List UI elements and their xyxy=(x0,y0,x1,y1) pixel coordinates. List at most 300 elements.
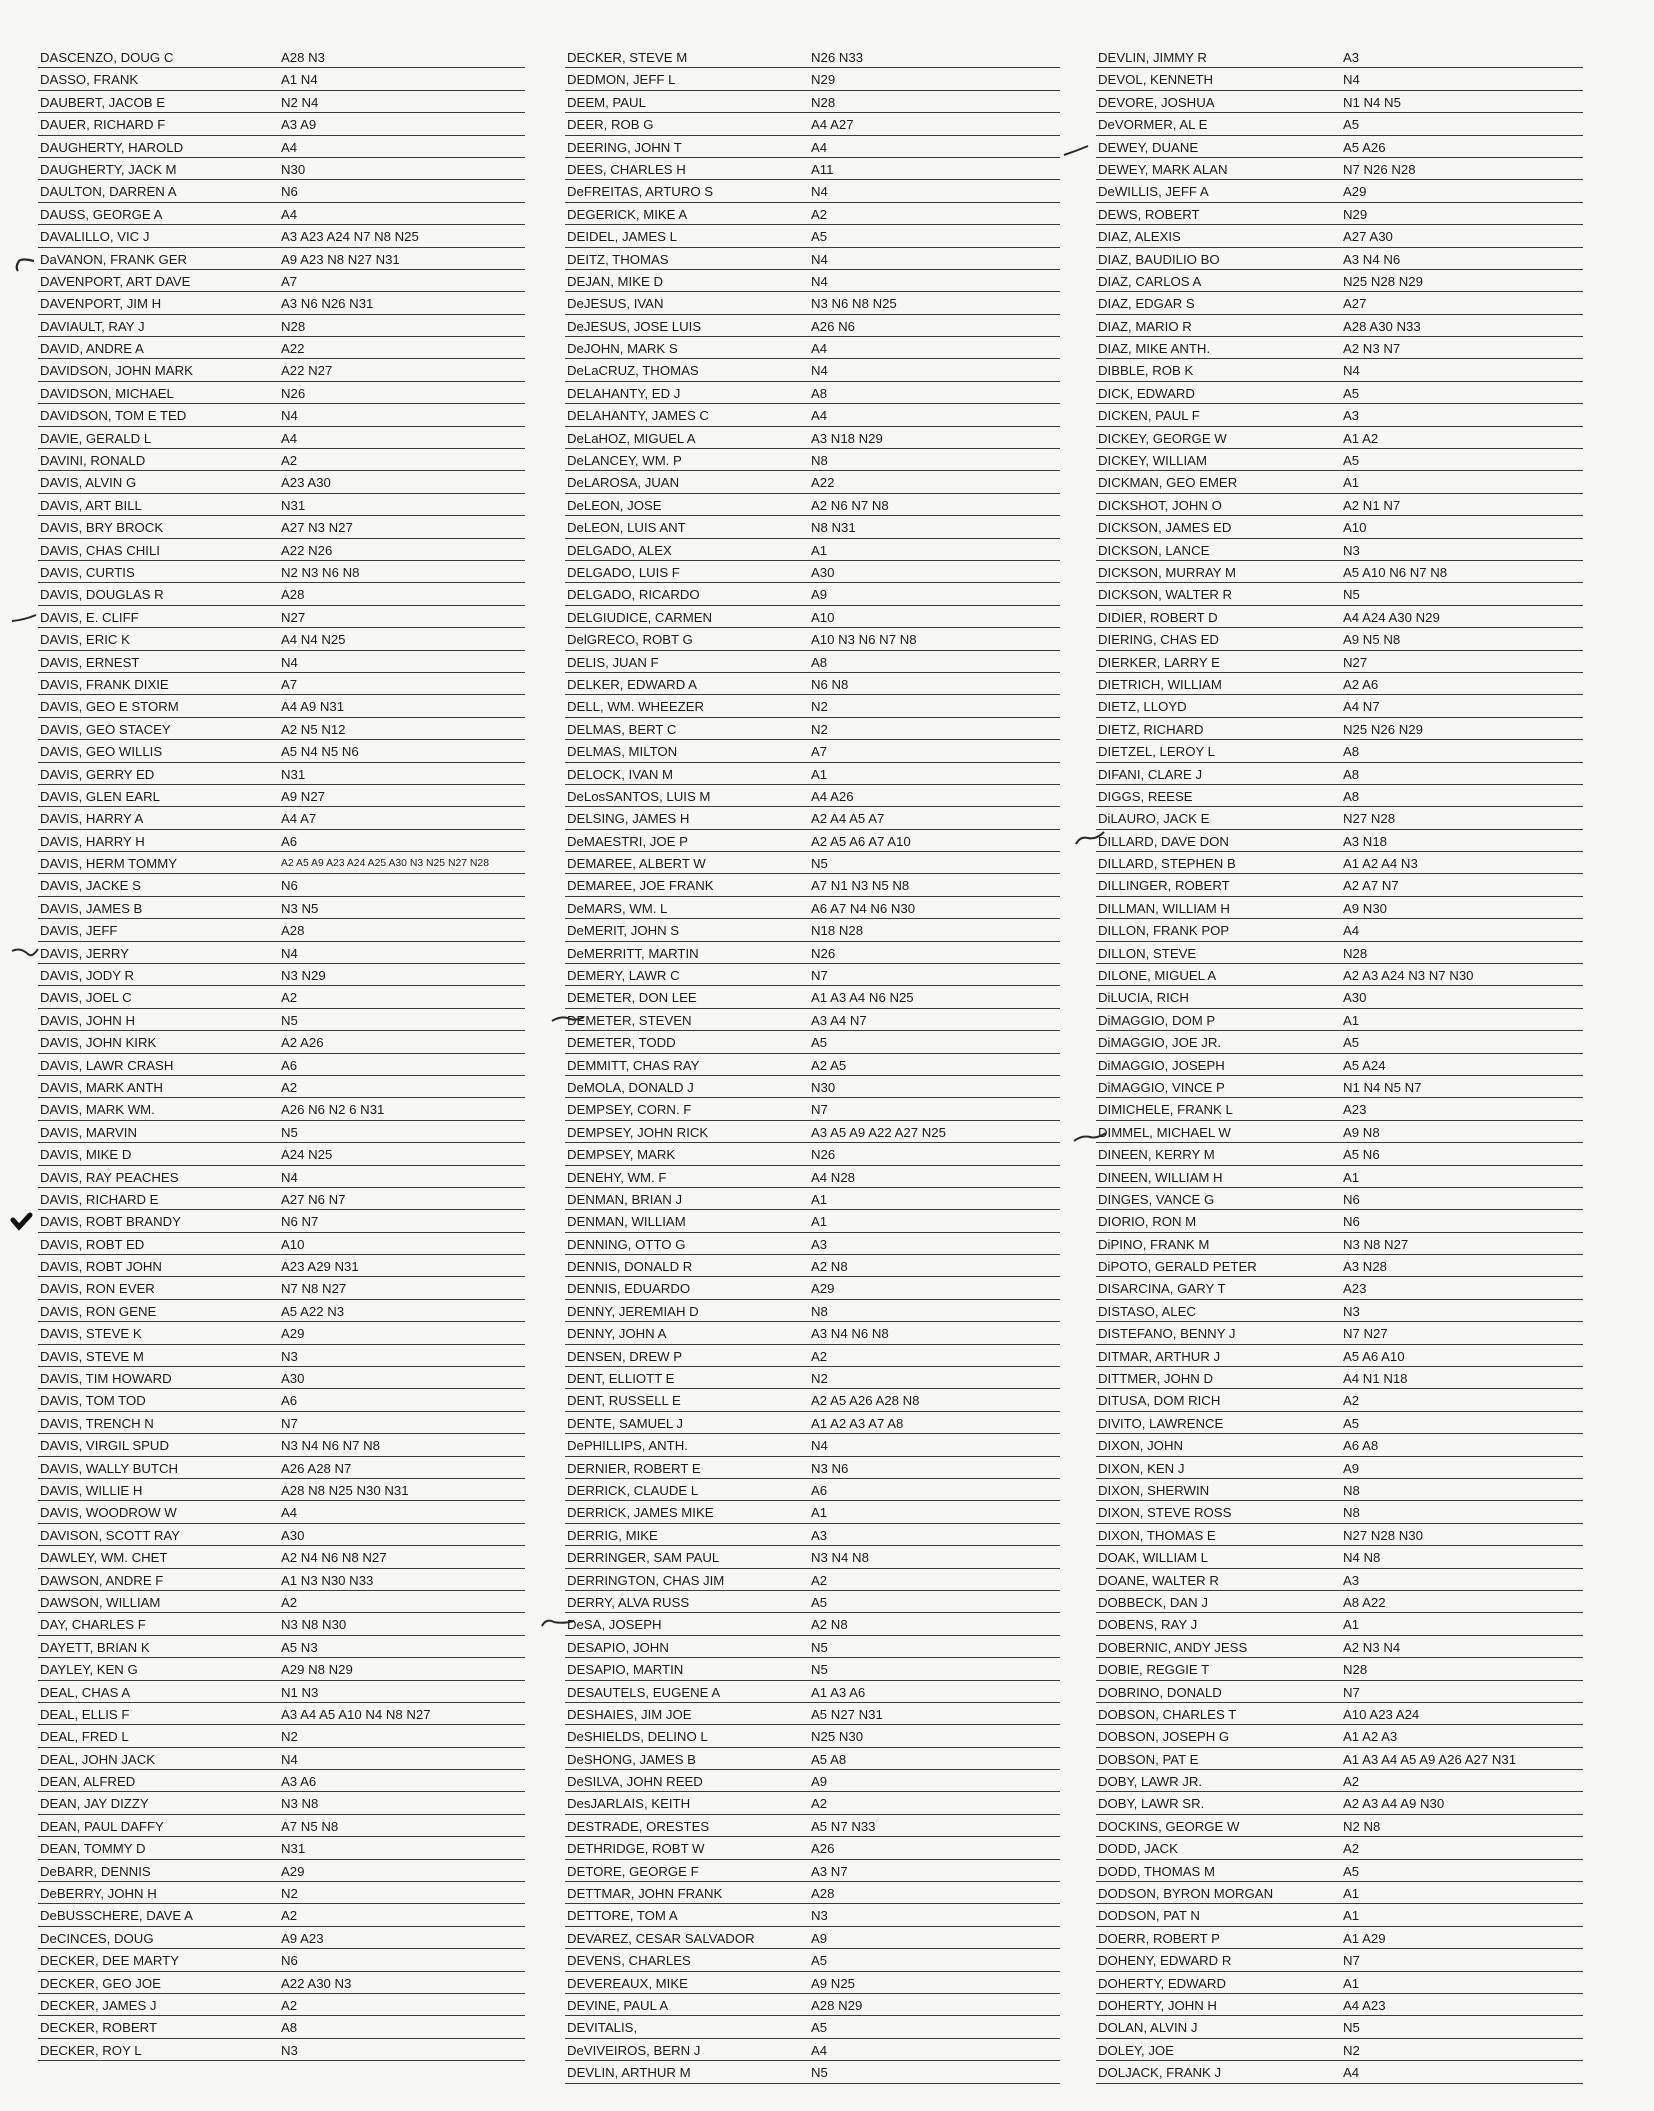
list-item xyxy=(565,382,1060,404)
player-name: DIORIO, RON M xyxy=(1098,1214,1197,1230)
list-item xyxy=(565,404,1060,426)
player-name: DAVIDSON, MICHAEL xyxy=(40,385,174,401)
team-codes: N5 xyxy=(281,1012,298,1028)
list-item xyxy=(565,471,1060,493)
list-item xyxy=(1096,1904,1583,1926)
team-codes: A8 xyxy=(1343,788,1360,804)
list-item xyxy=(1096,180,1583,202)
list-item xyxy=(38,874,525,896)
player-name: DIXON, SHERWIN xyxy=(1098,1483,1210,1498)
team-codes: A9 xyxy=(1343,1460,1360,1476)
list-item xyxy=(38,1345,525,1367)
player-name: DAVALILLO, VIC J xyxy=(40,229,150,245)
team-codes: A3 xyxy=(1343,50,1360,65)
player-name: DAVIS, JODY R xyxy=(40,968,135,984)
player-name: DOHENY, EDWARD R xyxy=(1098,1953,1232,1969)
player-name: DAVIS, RON GENE xyxy=(40,1303,157,1319)
team-codes: N6 N8 xyxy=(811,676,849,692)
player-name: DAVIS, MIKE D xyxy=(40,1147,132,1163)
team-codes: A1 xyxy=(811,1191,828,1207)
player-name: DiMAGGIO, JOSEPH xyxy=(1098,1057,1225,1073)
player-name: DAVIS, JERRY xyxy=(40,945,129,961)
team-codes: A3 xyxy=(811,1236,828,1252)
player-name: DERRY, ALVA RUSS xyxy=(567,1594,690,1610)
player-name: DELSING, JAMES H xyxy=(567,811,690,827)
team-codes: A3 N4 N6 N8 xyxy=(811,1326,889,1342)
player-name: DIAZ, ALEXIS xyxy=(1098,229,1181,245)
team-codes: A23 xyxy=(1343,1102,1367,1118)
list-item xyxy=(565,807,1060,829)
team-codes: A1 xyxy=(811,1505,828,1521)
team-codes: A4 N1 N18 xyxy=(1343,1371,1408,1387)
team-codes: A6 A8 xyxy=(1343,1438,1379,1454)
player-name: DeJESUS, IVAN xyxy=(567,296,664,312)
list-item xyxy=(1096,494,1583,516)
team-codes: A1 N3 N30 N33 xyxy=(281,1572,374,1588)
list-item xyxy=(38,1009,525,1031)
list-item xyxy=(1096,1054,1583,1076)
player-name: DAVIS, TRENCH N xyxy=(40,1415,154,1431)
team-codes: A3 A23 A24 N7 N8 N25 xyxy=(281,229,419,245)
player-name: DELMAS, MILTON xyxy=(567,744,678,760)
list-item xyxy=(38,1322,525,1344)
team-codes: A6 A7 N4 N6 N30 xyxy=(811,900,916,916)
list-item xyxy=(38,651,525,673)
list-item xyxy=(1096,1434,1583,1456)
list-item xyxy=(565,1658,1060,1680)
list-item xyxy=(38,1031,525,1053)
player-name: DOANE, WALTER R xyxy=(1098,1572,1219,1588)
team-codes: N6 xyxy=(1343,1214,1360,1230)
player-name: DENNY, JEREMIAH D xyxy=(567,1303,699,1319)
team-codes: A27 xyxy=(1343,296,1367,312)
player-name: DODD, JACK xyxy=(1098,1841,1178,1857)
player-name: DEITZ, THOMAS xyxy=(567,251,669,267)
player-name: DICKSHOT, JOHN O xyxy=(1098,497,1222,513)
player-name: DEVORE, JOSHUA xyxy=(1098,94,1215,110)
team-codes: A8 xyxy=(281,2020,298,2036)
team-codes: N2 xyxy=(281,1886,298,1902)
team-codes: N4 xyxy=(281,1169,298,1185)
team-codes: A4 xyxy=(811,139,828,155)
team-codes: A2 N8 xyxy=(811,1259,848,1275)
team-codes: A3 xyxy=(1343,1572,1360,1588)
team-codes: A5 A22 N3 xyxy=(281,1303,345,1319)
player-name: DeVIVEIROS, BERN J xyxy=(567,2042,701,2058)
team-codes: N28 xyxy=(1343,945,1368,961)
player-name: DEER, ROB G xyxy=(567,117,654,133)
player-name: DeLEON, JOSE xyxy=(567,497,662,513)
list-item xyxy=(565,986,1060,1008)
player-name: DENNING, OTTO G xyxy=(567,1236,686,1252)
list-item xyxy=(1096,1636,1583,1658)
team-codes: A4 xyxy=(281,430,298,446)
check-mark-icon xyxy=(10,253,50,275)
list-item xyxy=(1096,919,1583,941)
team-codes: A4 A24 A30 N29 xyxy=(1343,609,1440,625)
team-codes: A1 A2 A3 xyxy=(1343,1729,1398,1745)
list-item xyxy=(38,785,525,807)
team-codes: A4 xyxy=(281,206,298,222)
check-mark-icon xyxy=(10,611,50,633)
list-item xyxy=(565,763,1060,785)
team-codes: A2 A3 A24 N3 N7 N30 xyxy=(1343,968,1474,984)
team-codes: A30 xyxy=(281,1527,305,1543)
player-name: DeFREITAS, ARTURO S xyxy=(567,184,714,200)
list-item xyxy=(565,852,1060,874)
player-name: DOAK, WILLIAM L xyxy=(1098,1550,1208,1566)
team-codes: N3 N4 N6 N7 N8 xyxy=(281,1438,380,1454)
player-name: DILLINGER, ROBERT xyxy=(1098,878,1230,894)
team-codes: N3 N8 xyxy=(281,1796,319,1812)
team-codes: A4 xyxy=(281,1505,298,1521)
team-codes: A8 xyxy=(1343,744,1360,760)
team-codes: N4 xyxy=(1343,363,1360,379)
player-name: DeMOLA, DONALD J xyxy=(567,1079,694,1095)
team-codes: A1 A3 A4 A5 A9 A26 A27 N31 xyxy=(1343,1751,1517,1767)
list-item xyxy=(38,1501,525,1523)
team-codes: A1 xyxy=(1343,1908,1360,1924)
list-item xyxy=(1096,1389,1583,1411)
list-item xyxy=(1096,248,1583,270)
player-name: DAVIS, JACKE S xyxy=(40,878,141,894)
team-codes: A22 N27 xyxy=(281,363,333,379)
list-item xyxy=(1096,1143,1583,1165)
player-name: DAVIS, TIM HOWARD xyxy=(40,1371,172,1387)
team-codes: N8 xyxy=(811,453,828,469)
team-codes: A9 N8 xyxy=(1343,1124,1380,1140)
player-name: DAVIS, MARK ANTH xyxy=(40,1079,163,1095)
list-item xyxy=(565,1210,1060,1232)
team-codes: A2 A5 xyxy=(811,1057,847,1073)
team-codes: A4 A23 xyxy=(1343,1997,1386,2013)
player-name: DiMAGGIO, DOM P xyxy=(1098,1012,1216,1028)
list-item xyxy=(38,471,525,493)
team-codes: A3 N18 xyxy=(1343,833,1387,849)
player-name: DAVIS, HARRY H xyxy=(40,833,145,849)
list-item xyxy=(1096,1815,1583,1837)
player-name: DEERING, JOHN T xyxy=(567,139,682,155)
team-codes: N3 xyxy=(811,1908,828,1924)
player-name: DITTMER, JOHN D xyxy=(1098,1371,1214,1387)
list-item xyxy=(1096,1569,1583,1591)
team-codes: A4 xyxy=(1343,2065,1360,2081)
player-name: DAVIS, RAY PEACHES xyxy=(40,1169,179,1185)
list-item xyxy=(1096,1277,1583,1299)
list-item xyxy=(1096,315,1583,337)
player-name: DECKER, GEO JOE xyxy=(40,1975,161,1991)
list-item xyxy=(565,180,1060,202)
list-item xyxy=(38,763,525,785)
player-name: DEMAREE, ALBERT W xyxy=(567,856,706,872)
list-item xyxy=(38,1143,525,1165)
list-item xyxy=(565,785,1060,807)
list-item xyxy=(565,1188,1060,1210)
player-name: DAVIS, CHAS CHILI xyxy=(40,542,160,558)
team-codes: N3 N8 N30 xyxy=(281,1617,347,1633)
team-codes: A2 A3 A4 A9 N30 xyxy=(1343,1796,1445,1812)
list-item xyxy=(38,248,525,270)
team-codes: A2 xyxy=(281,453,298,469)
player-name: DODSON, BYRON MORGAN xyxy=(1098,1886,1274,1902)
list-item xyxy=(565,1882,1060,1904)
list-item xyxy=(1096,1457,1583,1479)
player-name: DETORE, GEORGE F xyxy=(567,1863,699,1879)
team-codes: A2 xyxy=(1343,1774,1360,1790)
team-codes: A9 xyxy=(811,1774,828,1790)
player-name: DISARCINA, GARY T xyxy=(1098,1281,1226,1297)
list-item xyxy=(1096,1367,1583,1389)
list-item xyxy=(565,68,1060,90)
team-codes: A2 xyxy=(811,206,828,222)
team-codes: A23 A30 xyxy=(281,475,331,491)
player-name: DOLJACK, FRANK J xyxy=(1098,2065,1222,2081)
team-codes: A5 N7 N33 xyxy=(811,1818,876,1834)
list-item xyxy=(565,315,1060,337)
player-name: DENNIS, DONALD R xyxy=(567,1259,693,1275)
list-item xyxy=(1096,1748,1583,1770)
list-item xyxy=(38,1188,525,1210)
player-name: DAVID, ANDRE A xyxy=(40,341,144,357)
list-item xyxy=(565,1860,1060,1882)
player-name: DAVIS, HERM TOMMY xyxy=(40,856,178,872)
team-codes: A27 N6 N7 xyxy=(281,1191,346,1207)
player-name: DEGERICK, MIKE A xyxy=(567,206,688,222)
player-name: DERRIG, MIKE xyxy=(567,1527,658,1543)
list-item xyxy=(1096,270,1583,292)
list-item xyxy=(1096,1703,1583,1725)
team-codes: A27 A30 xyxy=(1343,229,1393,245)
team-codes: A1 xyxy=(1343,1886,1360,1902)
list-item xyxy=(565,539,1060,561)
team-codes: A2 xyxy=(811,1572,828,1588)
list-item xyxy=(1096,359,1583,381)
team-codes: N26 xyxy=(811,945,836,961)
list-item xyxy=(38,2039,525,2061)
team-codes: A2 A5 A26 A28 N8 xyxy=(811,1393,920,1409)
list-item xyxy=(565,897,1060,919)
team-codes: A2 xyxy=(1343,1393,1360,1409)
list-item xyxy=(1096,606,1583,628)
list-item xyxy=(565,1725,1060,1747)
player-name: DIXON, THOMAS E xyxy=(1098,1527,1216,1543)
list-item xyxy=(1096,1860,1583,1882)
player-name: DAVIS, RICHARD E xyxy=(40,1191,159,1207)
team-codes: N31 xyxy=(281,1841,306,1857)
list-item xyxy=(1096,46,1583,68)
team-codes: A2 xyxy=(1343,1841,1360,1857)
list-item xyxy=(565,1367,1060,1389)
team-codes: N2 xyxy=(811,699,828,715)
player-name: DAVIS, ROBT JOHN xyxy=(40,1259,162,1275)
list-item xyxy=(38,807,525,829)
team-codes: A30 xyxy=(811,564,835,580)
list-item xyxy=(38,740,525,762)
list-item xyxy=(1096,897,1583,919)
team-codes: N1 N4 N5 xyxy=(1343,94,1401,110)
list-item xyxy=(38,919,525,941)
list-item xyxy=(38,897,525,919)
team-codes: N29 xyxy=(811,72,836,88)
player-name: DIVITO, LAWRENCE xyxy=(1098,1415,1224,1431)
player-name: DOBSON, PAT E xyxy=(1098,1751,1199,1767)
player-name: DIETZEL, LEROY L xyxy=(1098,744,1216,760)
team-codes: A1 xyxy=(811,542,828,558)
list-item xyxy=(38,1255,525,1277)
list-item xyxy=(1096,1233,1583,1255)
list-item xyxy=(1096,583,1583,605)
player-name: DESAUTELS, EUGENE A xyxy=(567,1684,721,1700)
team-codes: A6 xyxy=(281,1393,298,1409)
list-item xyxy=(565,1636,1060,1658)
player-name: DiLAURO, JACK E xyxy=(1098,811,1210,827)
list-item xyxy=(565,1098,1060,1120)
team-codes: A6 xyxy=(281,833,298,849)
player-name: DAVIS, JOHN H xyxy=(40,1012,136,1028)
list-item xyxy=(38,1613,525,1635)
player-name: DAVIS, JEFF xyxy=(40,923,118,939)
list-item xyxy=(565,2016,1060,2038)
team-codes: A5 xyxy=(1343,1035,1360,1051)
player-name: DOLEY, JOE xyxy=(1098,2042,1174,2058)
list-item xyxy=(1096,1792,1583,1814)
team-codes: A3 N7 xyxy=(811,1863,848,1879)
player-name: DAVIAULT, RAY J xyxy=(40,318,145,334)
list-item xyxy=(38,337,525,359)
list-item xyxy=(1096,1658,1583,1680)
team-codes: N2 xyxy=(281,1729,298,1745)
list-item xyxy=(1096,785,1583,807)
team-codes: A4 xyxy=(1343,923,1360,939)
team-codes: N26 xyxy=(281,385,306,401)
player-name: DAVIS, CURTIS xyxy=(40,564,135,580)
team-codes: N30 xyxy=(281,161,306,177)
player-name: DAVIS, ERNEST xyxy=(40,654,140,670)
check-mark-icon xyxy=(540,1612,580,1634)
list-item xyxy=(1096,2039,1583,2061)
team-codes: A29 xyxy=(281,1863,305,1879)
check-mark-icon xyxy=(10,941,50,963)
list-item xyxy=(565,46,1060,68)
team-codes: N4 xyxy=(281,654,298,670)
list-item xyxy=(1096,1725,1583,1747)
team-codes: A3 xyxy=(811,1527,828,1543)
player-name: DEAL, FRED L xyxy=(40,1729,129,1745)
list-item xyxy=(38,225,525,247)
player-name: DEWEY, MARK ALAN xyxy=(1098,161,1228,177)
list-item xyxy=(1096,1949,1583,1971)
team-codes: A9 N27 xyxy=(281,788,325,804)
list-item xyxy=(565,673,1060,695)
player-name: DENMAN, BRIAN J xyxy=(567,1191,683,1207)
list-item xyxy=(38,180,525,202)
list-item xyxy=(565,225,1060,247)
team-codes: N3 xyxy=(1343,542,1360,558)
list-item xyxy=(1096,1322,1583,1344)
player-name: DeSHONG, JAMES B xyxy=(567,1751,696,1767)
player-name: DIERKER, LARRY E xyxy=(1098,654,1220,670)
column-3 xyxy=(1096,46,1583,2084)
list-item xyxy=(38,292,525,314)
player-name: DAVIS, LAWR CRASH xyxy=(40,1057,174,1073)
list-item xyxy=(1096,830,1583,852)
player-name: DAWSON, ANDRE F xyxy=(40,1572,164,1588)
team-codes: A8 xyxy=(811,654,828,670)
player-name: DAVIS, HARRY A xyxy=(40,811,144,827)
check-mark-icon xyxy=(1072,1125,1112,1147)
list-item xyxy=(565,248,1060,270)
list-item xyxy=(565,1613,1060,1635)
list-item xyxy=(1096,1994,1583,2016)
team-codes: A2 N8 xyxy=(811,1617,848,1633)
team-codes: A5 xyxy=(1343,117,1360,133)
team-codes: A5 A10 N6 N7 N8 xyxy=(1343,564,1448,580)
list-item xyxy=(565,1031,1060,1053)
list-item xyxy=(1096,158,1583,180)
player-name: DILLARD, STEPHEN B xyxy=(1098,856,1236,872)
list-item xyxy=(38,494,525,516)
list-item xyxy=(38,830,525,852)
player-name: DeCINCES, DOUG xyxy=(40,1930,154,1946)
list-item xyxy=(38,270,525,292)
player-name: DODSON, PAT N xyxy=(1098,1908,1200,1924)
player-name: DITMAR, ARTHUR J xyxy=(1098,1348,1221,1364)
player-name: DAUBERT, JACOB E xyxy=(40,94,166,110)
team-codes: A9 xyxy=(811,1930,828,1946)
player-name: DAVIS, JOHN KIRK xyxy=(40,1035,157,1051)
player-name: DIAZ, BAUDILIO BO xyxy=(1098,251,1220,267)
list-item xyxy=(565,1277,1060,1299)
list-item xyxy=(1096,113,1583,135)
player-name: DERRINGER, SAM PAUL xyxy=(567,1550,720,1566)
player-name: DAVIS, E. CLIFF xyxy=(40,609,139,625)
team-codes: A3 xyxy=(1343,408,1360,424)
team-codes: A3 A9 xyxy=(281,117,317,133)
player-name: DesJARLAIS, KEITH xyxy=(567,1796,691,1812)
team-codes: N1 N4 N5 N7 xyxy=(1343,1079,1422,1095)
team-codes: A2 xyxy=(811,1796,828,1812)
team-codes: A7 xyxy=(811,744,828,760)
player-name: DIMICHELE, FRANK L xyxy=(1098,1102,1233,1118)
player-name: DICKEY, GEORGE W xyxy=(1098,430,1227,446)
player-name: DeWILLIS, JEFF A xyxy=(1098,184,1209,200)
team-codes: N25 N26 N29 xyxy=(1343,721,1423,737)
player-name: DEMPSEY, CORN. F xyxy=(567,1102,692,1118)
list-item xyxy=(38,1166,525,1188)
team-codes: N27 N28 xyxy=(1343,811,1396,827)
player-name: DELGADO, ALEX xyxy=(567,542,672,558)
team-codes: N5 xyxy=(811,856,828,872)
player-name: DIBBLE, ROB K xyxy=(1098,363,1194,379)
list-item xyxy=(38,449,525,471)
team-codes: A26 N6 xyxy=(811,318,855,334)
team-codes: N4 xyxy=(811,273,828,289)
player-name: DEWS, ROBERT xyxy=(1098,206,1200,222)
list-item xyxy=(38,1210,525,1232)
team-codes: A5 xyxy=(811,1035,828,1051)
player-name: DICKSON, LANCE xyxy=(1098,542,1210,558)
player-name: DESHAIES, JIM JOE xyxy=(567,1706,692,1722)
team-codes: A1 xyxy=(1343,1975,1360,1991)
team-codes: A4 xyxy=(811,408,828,424)
team-codes: N31 xyxy=(281,766,306,782)
list-item xyxy=(1096,874,1583,896)
player-name: DeSHIELDS, DELINO L xyxy=(567,1729,708,1745)
list-item xyxy=(38,942,525,964)
player-name: DOBIE, REGGIE T xyxy=(1098,1662,1210,1678)
team-codes: A1 xyxy=(1343,1617,1360,1633)
team-codes: N25 N28 N29 xyxy=(1343,273,1423,289)
